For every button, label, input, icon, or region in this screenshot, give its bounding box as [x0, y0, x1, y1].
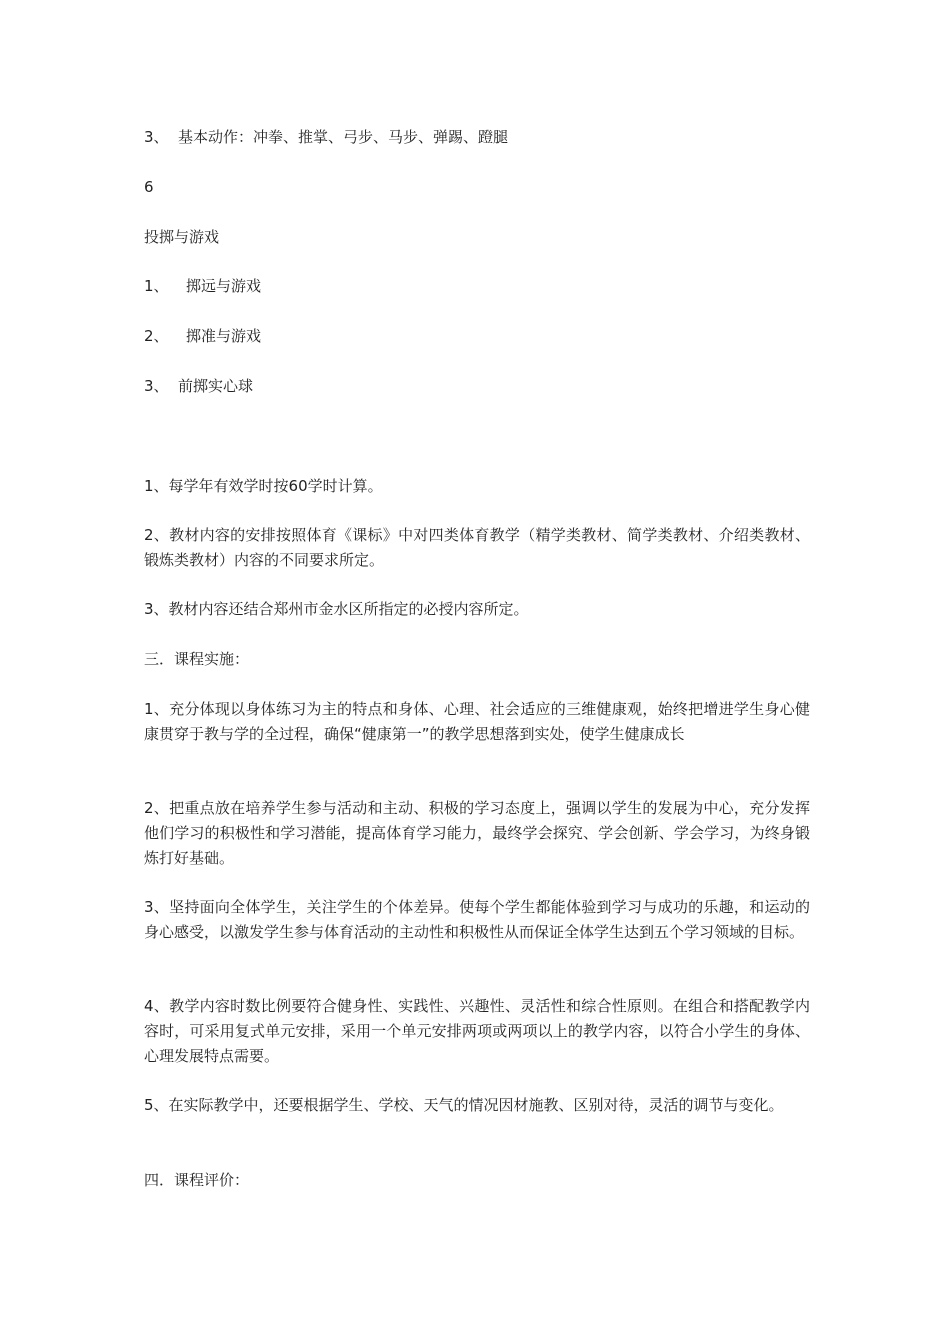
list-text: 基本动作：冲拳、推掌、弓步、马步、弹踢、蹬腿 — [178, 128, 509, 146]
basic-moves-line — [144, 125, 808, 150]
list-number: 2、 — [144, 327, 169, 345]
unit-title: 投掷与游戏 — [144, 228, 220, 246]
list-number: 3、 — [144, 128, 169, 146]
throw-aim-line — [144, 324, 808, 349]
list-number: 1、 — [144, 277, 169, 295]
section-heading: 四．课程评价： — [144, 1171, 250, 1189]
unit-number: 6 — [144, 178, 154, 196]
implementation-paragraph: 4、教学内容时数比例要符合健身性、实践性、兴趣性、灵活性和综合性原则。在组合和搭配教学内容时，可采用复式单元安排，采用一个单元安排两项或两项以上的教学内容，以符合小学生的身体、心理发展特点需要。 — [144, 997, 810, 1065]
note-paragraph: 2、教材内容的安排按照体育《课标》中对四类体育教学（精学类教材、简学类教材、介绍类教材、锻炼类教材）内容的不同要求所定。 — [144, 526, 810, 569]
medicine-ball-line — [144, 374, 808, 399]
list-text: 掷准与游戏 — [186, 327, 262, 345]
implementation-paragraph: 2、把重点放在培养学生参与活动和主动、积极的学习态度上，强调以学生的发展为中心，充分发挥他们学习的积极性和学习潜能，提高体育学习能力，最终学会探究、学会创新、学会学习，为终身锻炼打好基础。 — [144, 799, 810, 867]
note-paragraph: 3、教材内容还结合郑州市金水区所指定的必授内容所定。 — [144, 600, 529, 618]
throw-far-line — [144, 274, 808, 299]
section-heading: 三．课程实施： — [144, 650, 250, 668]
list-number: 3、 — [144, 377, 169, 395]
list-text: 掷远与游戏 — [186, 277, 262, 295]
note-paragraph: 1、每学年有效学时按60学时计算。 — [144, 477, 383, 495]
implementation-paragraph: 1、充分体现以身体练习为主的特点和身体、心理、社会适应的三维健康观，始终把增进学生身心健康贯穿于教与学的全过程，确保“健康第一”的教学思想落到实处，使学生健康成长 — [144, 700, 810, 743]
list-text: 前掷实心球 — [178, 377, 254, 395]
implementation-paragraph: 5、在实际教学中，还要根据学生、学校、天气的情况因材施教、区别对待，灵活的调节与变化。 — [144, 1096, 784, 1114]
implementation-paragraph: 3、坚持面向全体学生，关注学生的个体差异。使每个学生都能体验到学习与成功的乐趣，和运动的身心感受，以激发学生参与体育活动的主动性和积极性从而保证全体学生达到五个学习领域的目标。 — [144, 898, 810, 941]
